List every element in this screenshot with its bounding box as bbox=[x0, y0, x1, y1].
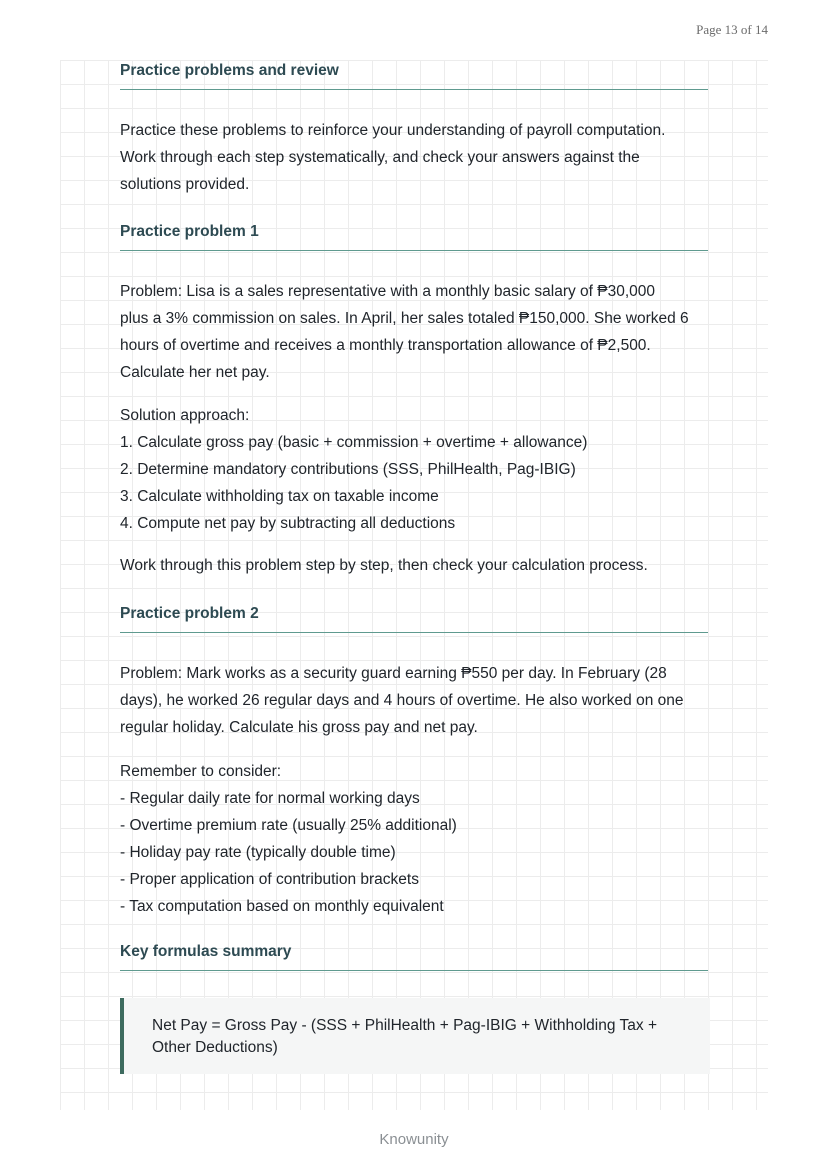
text-line: Other Deductions) bbox=[152, 1039, 278, 1056]
text-line: - Proper application of contribution brackets bbox=[120, 871, 419, 888]
text-line: - Tax computation based on monthly equivalent bbox=[120, 898, 444, 915]
page-number: Page 13 of 14 bbox=[696, 22, 768, 37]
problem-2-statement bbox=[120, 660, 710, 741]
text-line: days), he worked 26 regular days and 4 hours of overtime. He also worked on one bbox=[120, 692, 684, 709]
text-line: Net Pay = Gross Pay - (SSS + PhilHealth + Pag-IBIG + Withholding Tax + bbox=[152, 1017, 657, 1034]
formula-callout bbox=[120, 998, 710, 1074]
problem-1-closing bbox=[120, 552, 710, 579]
text-line: - Overtime premium rate (usually 25% additional) bbox=[120, 817, 457, 834]
text-line: 2. Determine mandatory contributions (SSS, PhilHealth, Pag-IBIG) bbox=[120, 461, 576, 478]
text-line: 1. Calculate gross pay (basic + commission + overtime + allowance) bbox=[120, 434, 588, 451]
text-line: - Holiday pay rate (typically double time) bbox=[120, 844, 396, 861]
text-line: Practice these problems to reinforce your understanding of payroll computation. bbox=[120, 122, 666, 139]
section-heading-review: Practice problems and review bbox=[120, 62, 708, 90]
text-line: Problem: Lisa is a sales representative with a monthly basic salary of ₱30,000 bbox=[120, 283, 656, 300]
text-line: solutions provided. bbox=[120, 176, 250, 193]
text-line: Remember to consider: bbox=[120, 763, 282, 780]
text-line: hours of overtime and receives a monthly transportation allowance of ₱2,500. bbox=[120, 337, 651, 354]
text-line: Calculate her net pay. bbox=[120, 364, 270, 381]
section-heading-problem-2: Practice problem 2 bbox=[120, 605, 708, 633]
text-line: plus a 3% commission on sales. In April, her sales totaled ₱150,000. She worked 6 bbox=[120, 310, 689, 327]
text-line: Solution approach: bbox=[120, 407, 250, 424]
section-heading-formulas: Key formulas summary bbox=[120, 943, 708, 971]
problem-1-solution-approach bbox=[120, 402, 710, 537]
text-line: Work through this problem step by step, then check your calculation process. bbox=[120, 557, 648, 574]
text-line: - Regular daily rate for normal working days bbox=[120, 790, 420, 807]
text-line: Problem: Mark works as a security guard earning ₱550 per day. In February (28 bbox=[120, 665, 667, 682]
review-intro-paragraph bbox=[120, 117, 710, 198]
problem-1-statement bbox=[120, 278, 710, 386]
formula-text bbox=[152, 1015, 692, 1059]
text-line: Work through each step systematically, and check your answers against the bbox=[120, 149, 640, 166]
text-line: 3. Calculate withholding tax on taxable income bbox=[120, 488, 439, 505]
problem-2-remember-list bbox=[120, 758, 710, 920]
text-line: regular holiday. Calculate his gross pay and net pay. bbox=[120, 719, 478, 736]
footer-brand: Knowunity bbox=[379, 1131, 449, 1148]
section-heading-problem-1: Practice problem 1 bbox=[120, 223, 708, 251]
text-line: 4. Compute net pay by subtracting all deductions bbox=[120, 515, 456, 532]
